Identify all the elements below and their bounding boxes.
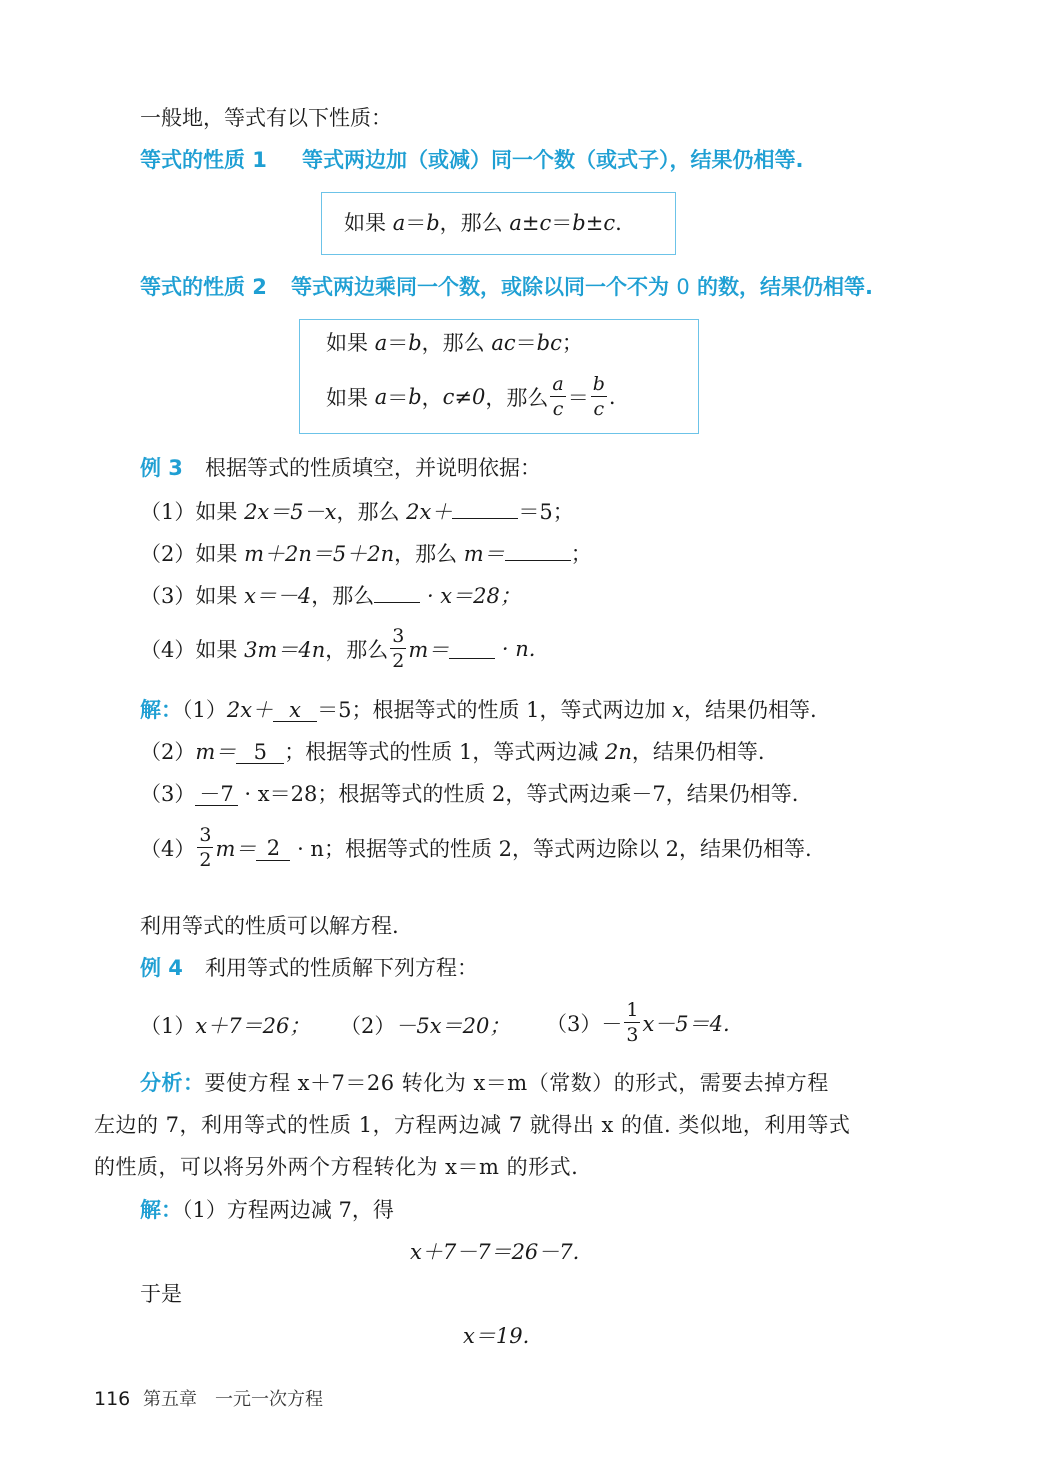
solution4-eq2: x＝19. bbox=[463, 1324, 530, 1348]
example4-eq1: （1）x＋7＝26； bbox=[140, 1014, 311, 1038]
solution3-line3: （3） －7 · x＝28；根据等式的性质 2，等式两边乘－7，结果仍相等. bbox=[140, 782, 799, 806]
solution4-so: 于是 bbox=[140, 1282, 182, 1306]
example3-prompt: 根据等式的性质填空，并说明依据： bbox=[205, 456, 541, 480]
answer-x: x bbox=[273, 700, 317, 722]
answer-5: 5 bbox=[236, 742, 284, 764]
analysis-line3: 的性质，可以将另外两个方程转化为 x＝m 的形式. bbox=[94, 1155, 579, 1179]
transition-text: 利用等式的性质可以解方程. bbox=[140, 914, 399, 938]
fill-blank[interactable] bbox=[505, 542, 571, 561]
example4-label: 例 4 bbox=[140, 956, 183, 980]
example4-prompt: 利用等式的性质解下列方程： bbox=[205, 956, 478, 980]
fill-blank[interactable] bbox=[449, 640, 495, 659]
intro-text: 一般地，等式有以下性质： bbox=[140, 106, 392, 130]
page-footer bbox=[94, 1388, 323, 1409]
property2-formula-line1: 如果 a＝b，那么 ac＝bc； bbox=[326, 331, 583, 355]
property1-title: 等式的性质 1 bbox=[140, 148, 267, 172]
solution3-line2: （2）m＝ 5 ；根据等式的性质 1，等式两边减 2n，结果仍相等. bbox=[140, 740, 765, 764]
property1-formula: 如果 a＝b，那么 a±c＝b±c. bbox=[344, 211, 622, 235]
property1-text: 等式两边加（或减）同一个数（或式子），结果仍相等. bbox=[302, 148, 804, 172]
fraction-a-over-c: $\frac{a}{c}$ bbox=[552, 373, 564, 420]
fill-blank[interactable] bbox=[374, 584, 420, 603]
solution3-label: 解： bbox=[140, 698, 182, 722]
answer-neg7: －7 bbox=[195, 784, 237, 806]
example4-eq3: （3）－ $\frac{1}{3}$ x－5＝4. bbox=[546, 999, 730, 1046]
solution4-eq1: x＋7－7＝26－7. bbox=[410, 1240, 580, 1264]
property2-formula-line2: 如果 a＝b，c≠0，那么 $\frac{a}{c}$ ＝ $\frac{b}{c}$ . bbox=[326, 373, 616, 420]
example3-q4: （4）如果 3m＝4n，那么 $\frac{3}{2}$ m＝ · n. bbox=[140, 625, 536, 672]
fill-blank[interactable] bbox=[452, 500, 518, 519]
example3-q2: （2）如果 m＋2n＝5＋2n，那么 m＝ ； bbox=[140, 542, 592, 566]
fraction-b-over-c: $\frac{b}{c}$ bbox=[592, 373, 605, 420]
example4-eq2: （2）－5x＝20； bbox=[340, 1014, 511, 1038]
property2-title: 等式的性质 2 bbox=[140, 275, 267, 299]
example3-label: 例 3 bbox=[140, 456, 183, 480]
example3-q1: （1）如果 2x＝5－x，那么 2x＋ ＝5； bbox=[140, 500, 574, 524]
fraction-3-over-2: $\frac{3}{2}$ bbox=[392, 625, 405, 672]
fraction-1-over-3: $\frac{1}{3}$ bbox=[626, 999, 639, 1046]
page-number: 116 bbox=[94, 1388, 131, 1410]
fraction-3-over-2: $\frac{3}{2}$ bbox=[199, 824, 212, 871]
answer-2: 2 bbox=[256, 836, 290, 861]
property2-formula-box bbox=[299, 319, 699, 434]
solution3-line1: 解：（1）2x＋ x ＝5；根据等式的性质 1，等式两边加 x，结果仍相等. bbox=[140, 698, 817, 722]
analysis-line2: 左边的 7，利用等式的性质 1，方程两边减 7 就得出 x 的值. 类似地，利用等式 bbox=[94, 1113, 851, 1137]
solution4-label: 解： bbox=[140, 1198, 182, 1222]
solution3-line4: （4） $\frac{3}{2}$ m＝ 2 · n；根据等式的性质 2，等式两边除以 2，结果仍相等. bbox=[140, 824, 812, 871]
analysis-label: 分析： bbox=[140, 1071, 205, 1095]
solution4-step1: 解：（1）方程两边减 7，得 bbox=[140, 1198, 394, 1222]
analysis-line1: 分析：要使方程 x＋7＝26 转化为 x＝m（常数）的形式，需要去掉方程 bbox=[140, 1071, 829, 1095]
property1-formula-box bbox=[321, 192, 676, 255]
example3-q3: （3）如果 x＝－4，那么 · x＝28； bbox=[140, 584, 521, 608]
property2-text: 等式两边乘同一个数，或除以同一个不为 0 的数，结果仍相等. bbox=[291, 275, 873, 299]
chapter-title: 第五章 一元一次方程 bbox=[142, 1389, 323, 1410]
